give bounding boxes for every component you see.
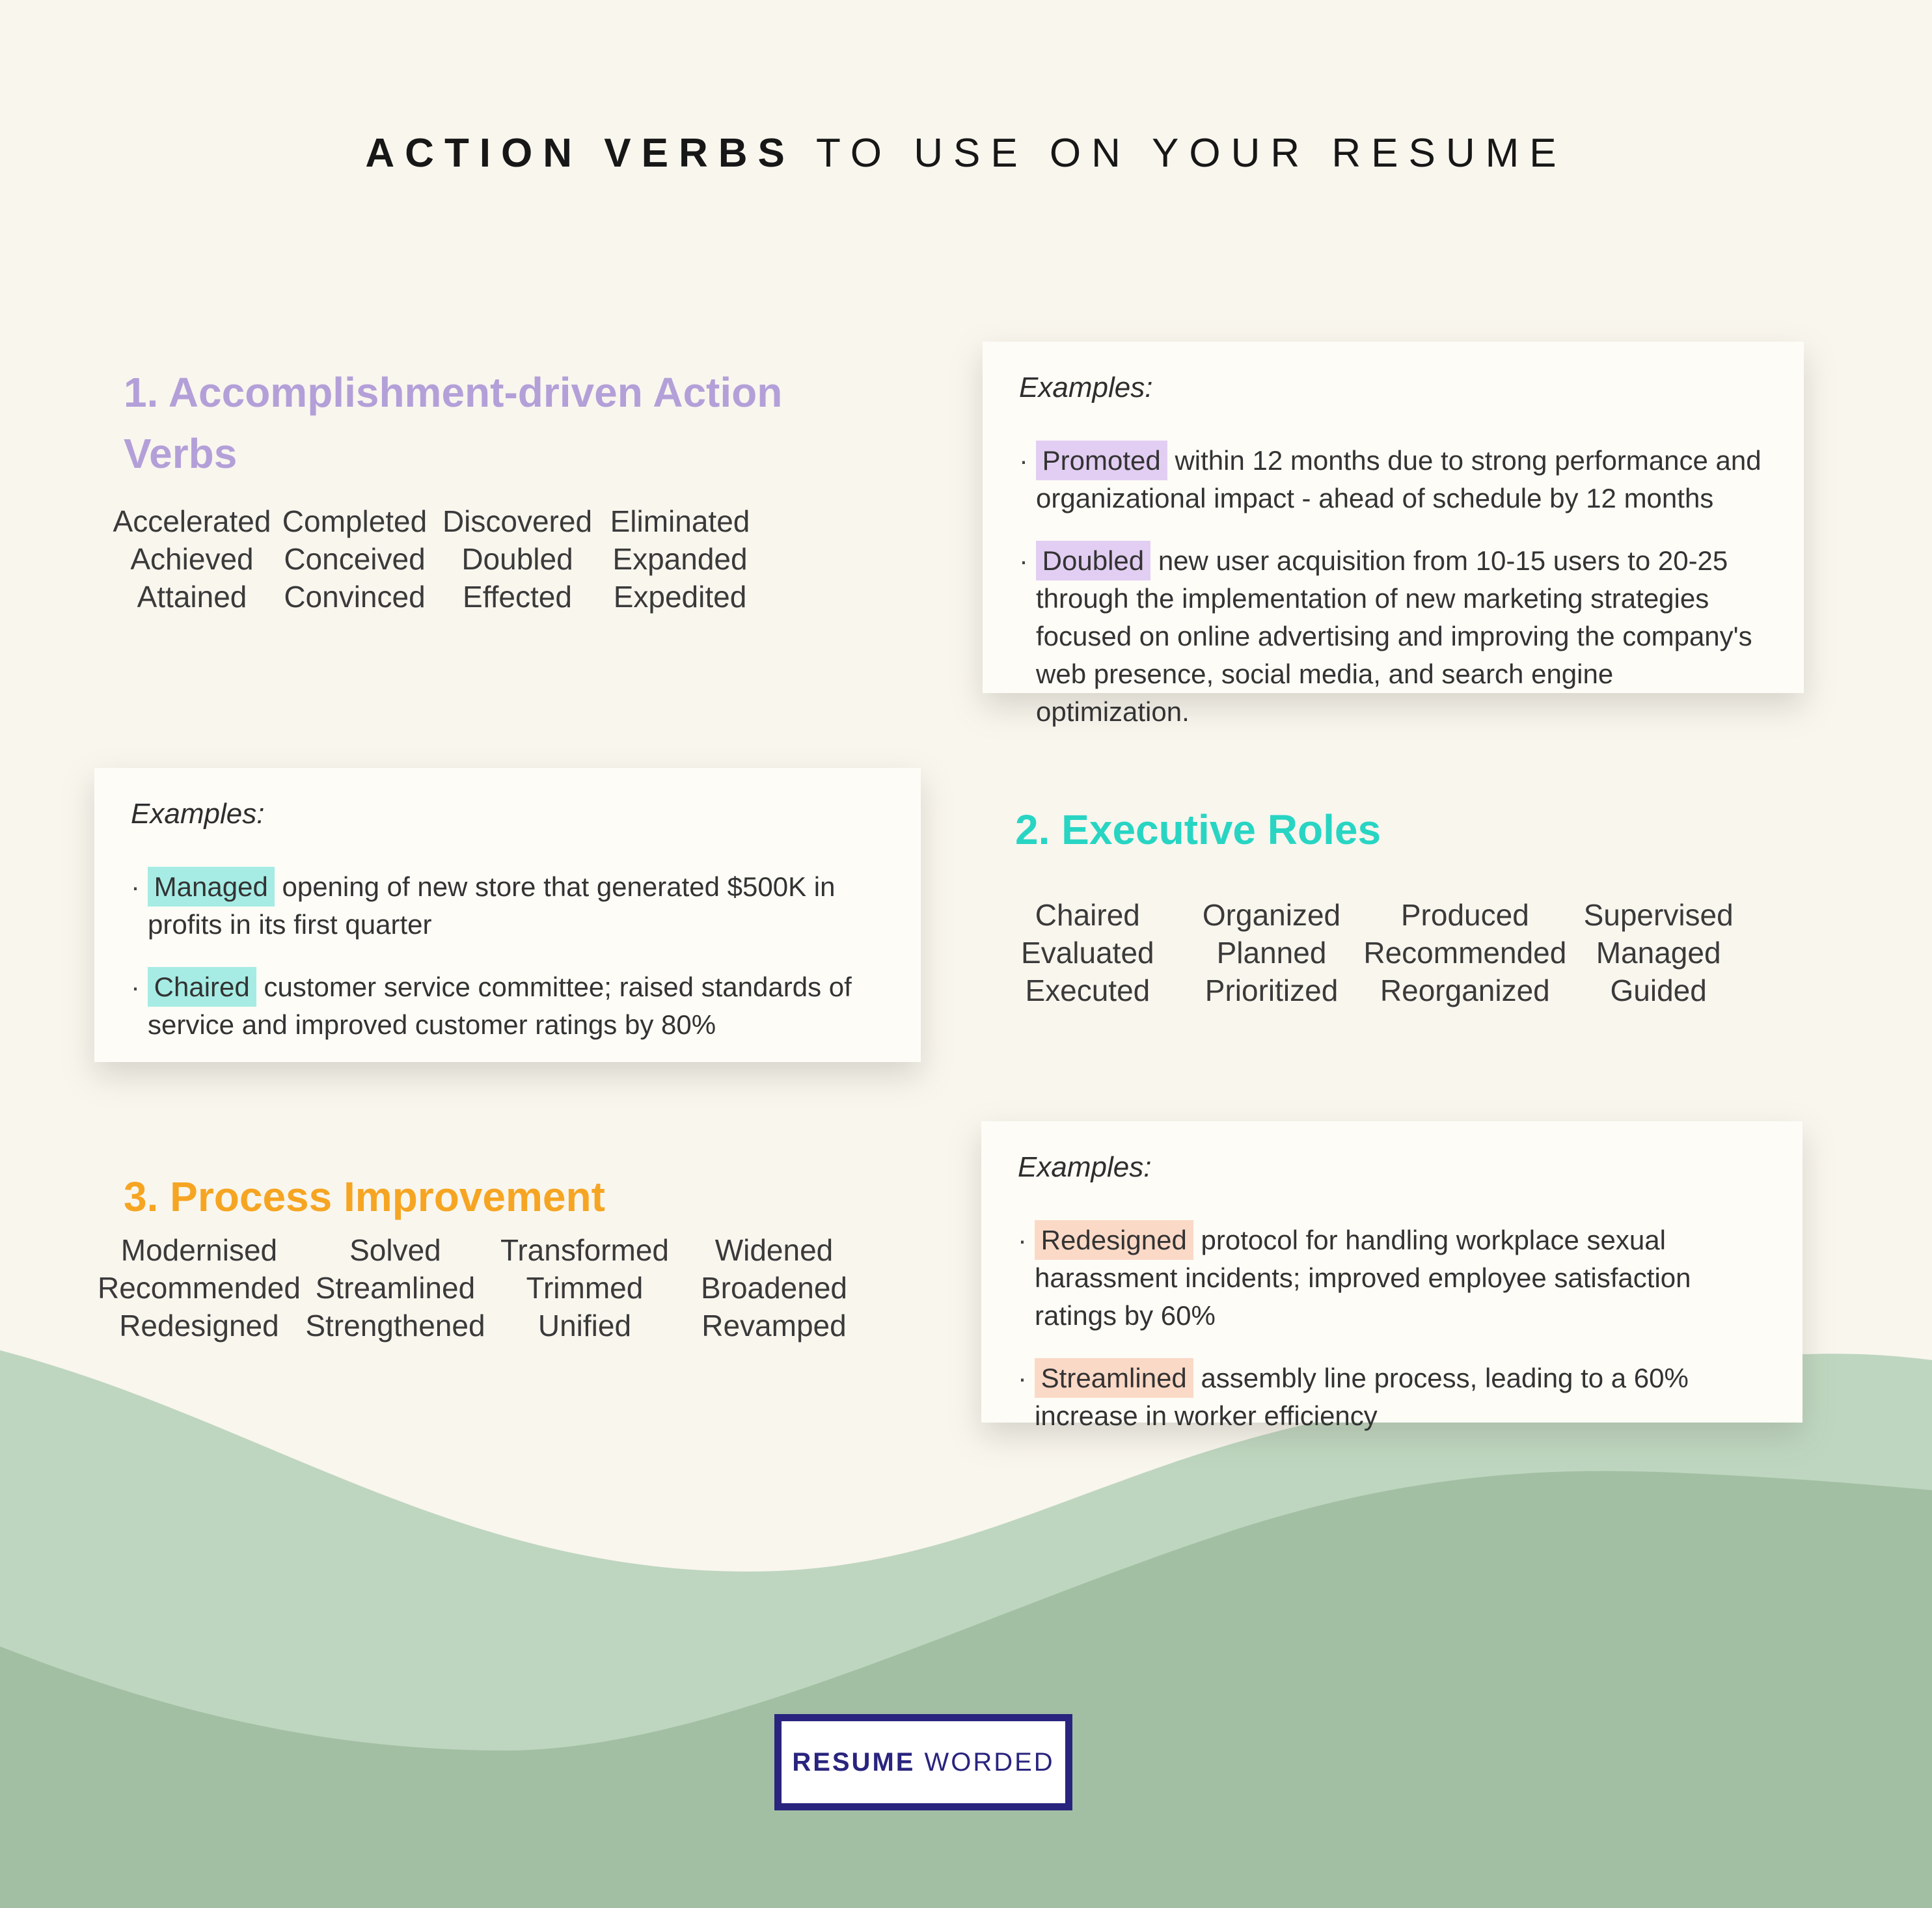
- example-bullet: [1019, 542, 1767, 731]
- section-1-heading: 1. Accomplishment-driven Action Verbs: [124, 369, 783, 477]
- highlighted-verb: Chaired: [148, 967, 256, 1007]
- action-verb: Transformed: [500, 1233, 669, 1267]
- example-bullet: [1018, 1221, 1766, 1335]
- action-verb: Solved: [349, 1233, 441, 1267]
- title-rest: TO USE ON YOUR RESUME: [815, 131, 1567, 176]
- action-verb: Conceived: [284, 542, 426, 576]
- action-verb: Revamped: [701, 1309, 847, 1342]
- action-verb: Expedited: [613, 580, 747, 614]
- bullet-dot: ·: [1018, 1225, 1027, 1255]
- example-bullet: [1019, 442, 1767, 517]
- action-verb: Completed: [282, 504, 428, 538]
- word-column: [679, 1231, 869, 1344]
- action-verb: Trimmed: [526, 1271, 644, 1305]
- action-verb: Produced: [1400, 898, 1529, 932]
- examples-box-process: [981, 1121, 1803, 1431]
- logo-worded: WORDED: [924, 1747, 1055, 1777]
- action-verb: Doubled: [461, 542, 573, 576]
- example-bullet: [131, 968, 884, 1044]
- action-verb: Convinced: [284, 580, 426, 614]
- action-verb: Supervised: [1583, 898, 1734, 932]
- bullet-text: protocol for handling workplace sexual harassment incidents; improved employee satisfaction ratings by 60%: [1035, 1225, 1691, 1331]
- section-1-word-grid: [111, 502, 761, 616]
- section-3-word-grid: [98, 1231, 869, 1344]
- action-verb: Evaluated: [1021, 936, 1154, 970]
- action-verb: Reorganized: [1380, 974, 1550, 1007]
- bullet-text: customer service committee; raised standards of service and improved customer ratings by 80%: [148, 972, 852, 1040]
- action-verb: Widened: [714, 1233, 834, 1267]
- word-column: [490, 1231, 679, 1344]
- title-emphasis: ACTION VERBS: [365, 131, 795, 176]
- example-bullet: [1018, 1359, 1766, 1435]
- bullet-dot: ·: [1019, 545, 1028, 576]
- action-verb: Guided: [1610, 974, 1707, 1007]
- examples-label: Examples:: [1019, 372, 1153, 403]
- action-verb: Redesigned: [119, 1309, 279, 1342]
- word-column: [1180, 896, 1364, 1009]
- bullet-text: opening of new store that generated $500K in profits in its first quarter: [148, 871, 836, 940]
- action-verb: Managed: [1596, 936, 1721, 970]
- page-title: [0, 128, 1932, 180]
- action-verb: Effected: [463, 580, 572, 614]
- bullet-dot: ·: [1019, 445, 1028, 476]
- action-verb: Strengthened: [305, 1309, 485, 1342]
- section-3-heading: 3. Process Improvement: [124, 1173, 605, 1220]
- bullet-dot: ·: [1018, 1363, 1027, 1393]
- action-verb: Streamlined: [315, 1271, 476, 1305]
- action-verb: Discovered: [442, 504, 593, 538]
- word-column: [98, 1231, 301, 1344]
- bullet-dot: ·: [131, 972, 140, 1002]
- action-verb: Recommended: [1363, 936, 1567, 970]
- examples-box-accomplishment: [983, 342, 1804, 727]
- action-verb: Broadened: [700, 1271, 848, 1305]
- action-verb: Attained: [137, 580, 247, 614]
- examples-label: Examples:: [1018, 1151, 1152, 1183]
- word-column: [301, 1231, 490, 1344]
- highlighted-verb: Promoted: [1036, 441, 1167, 480]
- section-2-heading: 2. Executive Roles: [1015, 806, 1381, 853]
- examples-label: Examples:: [131, 798, 265, 830]
- word-column: [996, 896, 1180, 1009]
- action-verb: Organized: [1202, 898, 1341, 932]
- bullet-text: new user acquisition from 10-15 users to 20-25 through the implementation of new marketing strategies focused on online advertising and improving the company's web presence, social media, and search engine optimization.: [1036, 545, 1752, 727]
- word-column: [273, 502, 436, 616]
- logo-resume: RESUME: [792, 1747, 916, 1777]
- action-verb: Accelerated: [113, 504, 271, 538]
- bullet-text: assembly line process, leading to a 60% increase in worker efficiency: [1035, 1363, 1689, 1431]
- word-column: [436, 502, 599, 616]
- word-column: [599, 502, 761, 616]
- bullet-dot: ·: [131, 871, 140, 902]
- word-column: [1566, 896, 1750, 1009]
- action-verb: Expanded: [612, 542, 748, 576]
- section-2-word-grid: [996, 896, 1750, 1009]
- highlighted-verb: Doubled: [1036, 541, 1150, 580]
- action-verb: Unified: [537, 1309, 632, 1342]
- highlighted-verb: Redesigned: [1035, 1220, 1193, 1260]
- action-verb: Modernised: [120, 1233, 278, 1267]
- examples-box-executive: [94, 768, 921, 1062]
- example-bullet: [131, 868, 884, 944]
- action-verb: Achieved: [130, 542, 254, 576]
- action-verb: Prioritized: [1204, 974, 1339, 1007]
- word-column: [111, 502, 273, 616]
- action-verb: Recommended: [98, 1271, 301, 1305]
- highlighted-verb: Managed: [148, 867, 275, 906]
- bullet-text: within 12 months due to strong performance and organizational impact - ahead of schedule by 12 months: [1036, 445, 1762, 513]
- word-column: [1363, 896, 1566, 1009]
- action-verb: Eliminated: [610, 504, 750, 538]
- resume-worded-logo[interactable]: [774, 1714, 1072, 1810]
- action-verb: Chaired: [1035, 898, 1140, 932]
- action-verb: Executed: [1025, 974, 1150, 1007]
- highlighted-verb: Streamlined: [1035, 1358, 1193, 1398]
- action-verb: Planned: [1216, 936, 1327, 970]
